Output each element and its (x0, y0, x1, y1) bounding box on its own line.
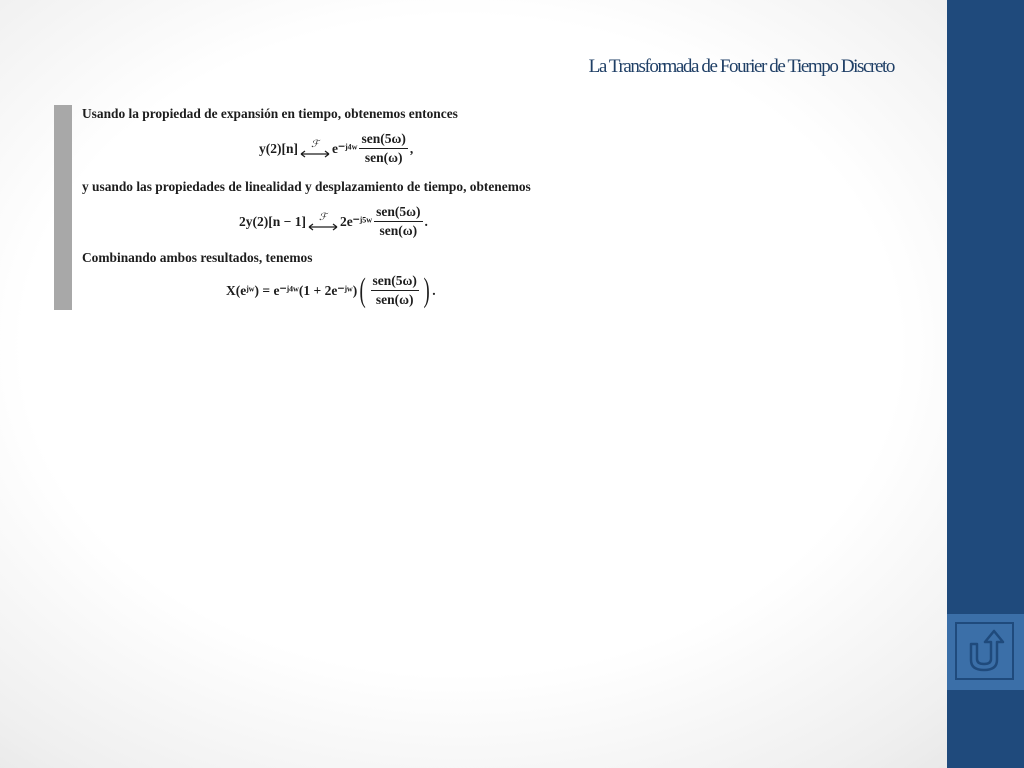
eq2-lhs: 2y(2)[n − 1] (239, 213, 306, 229)
eq2-numerator: sen(5ω) (374, 204, 422, 222)
eq2-fraction (374, 204, 422, 239)
right-paren: ) (423, 271, 430, 309)
fourier-arrow-1 (300, 140, 330, 158)
equation-3 (226, 273, 436, 308)
fourier-symbol: ℱ (319, 211, 327, 223)
eq2-denominator: sen(ω) (379, 223, 418, 238)
equation-1 (259, 131, 413, 166)
equation-2 (239, 204, 428, 239)
eq1-lhs: y(2)[n] (259, 140, 298, 156)
eq1-rhs-prefix: e⁻ʲ⁴ʷ (332, 140, 358, 156)
fourier-symbol: ℱ (311, 138, 319, 150)
slide-title: La Transformada de Fourier de Tiempo Discreto (588, 56, 894, 77)
eq3-numerator: sen(5ω) (371, 273, 419, 291)
eq2-rhs-prefix: 2e⁻ʲ⁵ʷ (339, 213, 373, 229)
left-paren: ( (359, 271, 366, 309)
return-button[interactable] (947, 614, 1024, 690)
text-line-3: Combinando ambos resultados, tenemos (82, 250, 313, 265)
return-arrow-icon (957, 624, 1012, 678)
scan-margin-bar (54, 105, 72, 310)
eq1-denominator: sen(ω) (364, 150, 403, 165)
scanned-excerpt (54, 103, 546, 318)
text-line-1: Usando la propiedad de expansión en tiempo, obtenemos entonces (82, 106, 458, 121)
return-button-frame (955, 622, 1014, 680)
eq3-lhs: X(eʲʷ) = e⁻ʲ⁴ʷ(1 + 2e⁻ʲʷ) (226, 282, 358, 298)
text-line-2: y usando las propiedades de linealidad y desplazamiento de tiempo, obtenemos (82, 179, 531, 194)
eq1-numerator: sen(5ω) (359, 131, 407, 149)
eq3-fraction (371, 273, 419, 308)
fourier-arrow-2 (308, 213, 338, 231)
eq1-fraction (359, 131, 407, 166)
eq3-suffix: . (432, 282, 436, 298)
double-arrow-icon (300, 150, 330, 158)
eq3-denominator: sen(ω) (375, 292, 414, 307)
eq1-suffix: , (409, 140, 414, 156)
eq2-suffix: . (424, 213, 428, 229)
double-arrow-icon (308, 223, 338, 231)
